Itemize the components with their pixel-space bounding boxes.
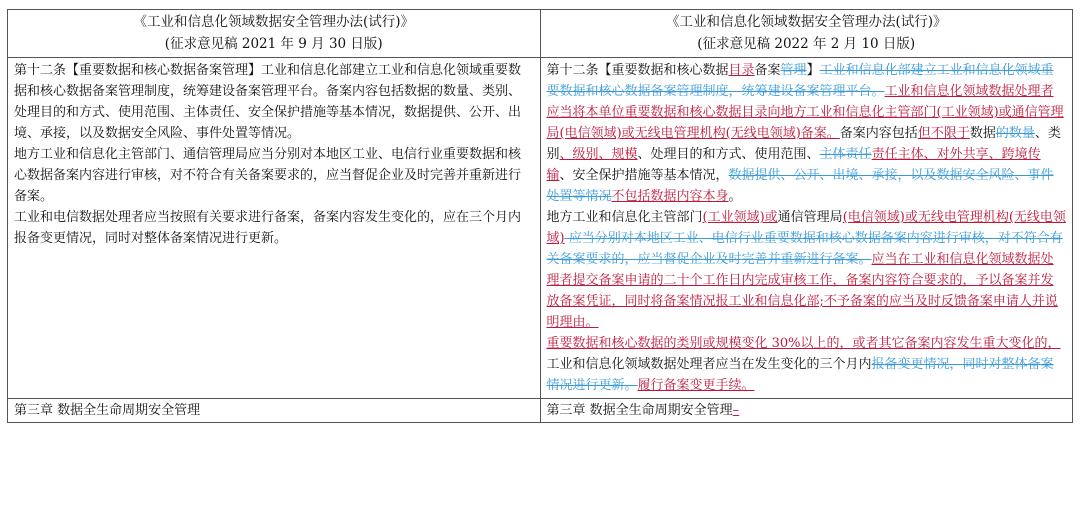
text-run: 】 <box>806 63 820 78</box>
text-run: 备案内容包括 <box>839 126 918 141</box>
right-body-cell <box>540 58 1073 399</box>
right-header-subtitle: (征求意见稿 2022 年 2 月 10 日版) <box>697 36 916 52</box>
right-chapter-cell <box>540 399 1073 423</box>
inserted-mark: – <box>732 403 740 418</box>
deleted-text: 的数量 <box>995 126 1035 141</box>
right-article-12-para3 <box>547 333 1067 396</box>
text-run: 。 <box>728 189 742 204</box>
text-run: 、处理目的和方式、使用范围、 <box>637 147 820 162</box>
text-run: 工业和信息化领域数据处理者应当在发生变化的三个月内 <box>546 357 872 372</box>
text-run: 通信管理局 <box>777 210 843 225</box>
text-run: 数据 <box>969 126 996 141</box>
left-header-subtitle: (征求意见稿 2021 年 9 月 30 日版) <box>164 36 383 52</box>
deleted-text: 管理 <box>780 63 807 78</box>
inserted-text: (电信领域)或无线电管理机构(无线电领域) <box>546 210 1066 246</box>
right-article-12-para2 <box>547 207 1067 333</box>
deleted-text: 主体责任 <box>819 147 872 162</box>
inserted-text: 应当在工业和信息化领域数据处理者提交备案申请的二十个工作日内完成审核工作，备案内容符合要求的，予以备案并发放备案凭证，同时将备案情况报工业和信息化部;不予备案的应当及时反馈备案申请人并说明理由。 <box>546 252 1058 330</box>
inserted-text: 但不限于 <box>917 126 970 141</box>
comparison-table <box>7 9 1073 423</box>
body-row <box>8 58 1073 399</box>
left-article-12-para2: 地方工业和信息化主管部门、通信管理局应当分别对本地区工业、电信行业重要数据和核心数据备案内容进行审核，对不符合有关备案要求的，应当督促企业及时完善并重新进行备案。 <box>14 147 522 204</box>
text-run: 、类别 <box>546 126 1061 162</box>
right-header-cell <box>540 10 1073 58</box>
right-chapter-heading: 第三章 数据全生命周期安全管理 <box>546 403 733 418</box>
text-run: 地方工业和信息化主管部门 <box>546 210 703 225</box>
inserted-text: (工业领域)或 <box>702 210 778 225</box>
right-header-title: 《工业和信息化领域数据安全管理办法(试行)》 <box>665 14 947 30</box>
inserted-text: 重要数据和核心数据的类别或规模变化 30%以上的，或者其它备案内容发生重大变化的， <box>546 336 1061 351</box>
left-header-title: 《工业和信息化领域数据安全管理办法(试行)》 <box>133 14 415 30</box>
inserted-text: 不包括数据内容本身 <box>611 189 729 204</box>
header-row <box>8 10 1073 58</box>
right-article-12-para1 <box>547 60 1067 207</box>
inserted-text: 工业和信息化领域数据处理者应当将本单位重要数据和核心数据目录向地方工业和信息化主管部门(工业领域)或通信管理局(电信领域)或无线电管理机构(无线电领域)备案。 <box>546 84 1064 141</box>
inserted-text: 履行备案变更手续。 <box>637 378 755 393</box>
inserted-text: 、级别、规模 <box>559 147 638 162</box>
deleted-text: 工业和信息化部建立工业和信息化领域重要数据和核心数据备案管理制度，统筹建设备案管理平台。 <box>546 63 1054 99</box>
deleted-text: 报备变更情况，同时对整体备案情况进行更新。 <box>546 357 1054 393</box>
inserted-text: 责任主体、对外共享、跨境传输 <box>546 147 1041 183</box>
text-run: 备案 <box>754 63 781 78</box>
footer-row <box>8 399 1073 423</box>
text-run: 、安全保护措施等基本情况， <box>559 168 729 183</box>
left-article-12-para3: 工业和电信数据处理者应当按照有关要求进行备案，备案内容发生变化的，应在三个月内报备变更情况，同时对整体备案情况进行更新。 <box>14 210 522 246</box>
text-run: 第十二条【重要数据和核心数据 <box>546 63 729 78</box>
left-article-12-para1: 第十二条【重要数据和核心数据备案管理】工业和信息化部建立工业和信息化领域重要数据和核心数据备案管理制度，统筹建设备案管理平台。备案内容包括数据的数量、类别、处理目的和方式、使用范围、主体责任、安全保护措施等基本情况，数据提供、公开、出境、承接，以及数据安全风险、事件处置等情况。 <box>14 63 522 141</box>
deleted-text: 应当分别对本地区工业、电信行业重要数据和核心数据备案内容进行审核，对不符合有关备案要求的，应当督促企业及时完善并重新进行备案。 <box>546 231 1063 267</box>
left-header-cell <box>8 10 541 58</box>
inserted-text: 目录 <box>728 63 755 78</box>
deleted-text: 数据提供、公开、出境、承接，以及数据安全风险、事件处置等情况 <box>546 168 1054 204</box>
left-body-cell <box>8 58 541 399</box>
left-chapter-heading: 第三章 数据全生命周期安全管理 <box>8 399 541 423</box>
